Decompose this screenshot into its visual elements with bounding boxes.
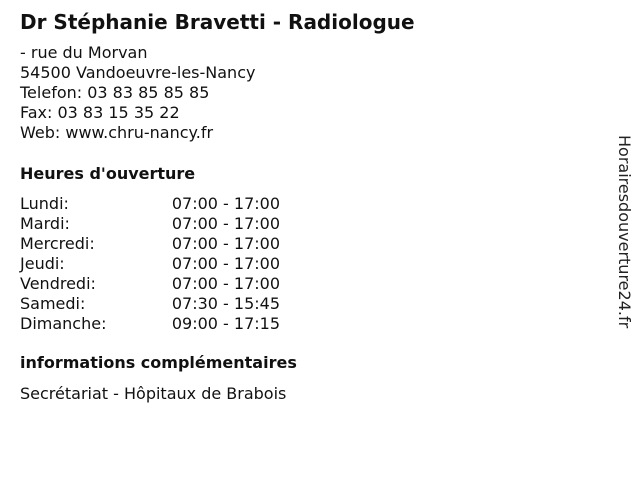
hours-row-monday [20, 194, 280, 214]
address-phone: Telefon: 03 83 85 85 85 [20, 83, 210, 102]
opening-hours-table [20, 194, 280, 334]
watermark [612, 135, 636, 345]
address-street: - rue du Morvan [20, 43, 148, 62]
time-range: 07:00 - 17:00 [171, 234, 280, 253]
day-label: Lundi: [20, 194, 69, 213]
day-label: Samedi: [20, 294, 86, 313]
hours-row-thursday [20, 254, 280, 274]
hours-row-tuesday [20, 214, 280, 234]
day-label: Mardi: [20, 214, 70, 233]
day-label: Vendredi: [20, 274, 96, 293]
page-title: Dr Stéphanie Bravetti - Radiologue [20, 10, 415, 34]
time-range: 07:30 - 15:45 [171, 294, 280, 313]
hours-row-friday [20, 274, 280, 294]
time-range: 07:00 - 17:00 [171, 254, 280, 273]
time-range: 09:00 - 17:15 [171, 314, 280, 333]
hours-row-saturday [20, 294, 280, 314]
address-city: 54500 Vandoeuvre-les-Nancy [20, 63, 256, 82]
address-block [20, 43, 255, 143]
address-fax: Fax: 03 83 15 35 22 [20, 103, 180, 122]
time-range: 07:00 - 17:00 [171, 274, 280, 293]
day-label: Dimanche: [20, 314, 107, 333]
day-label: Jeudi: [20, 254, 65, 273]
watermark-text: Horairesdouverture24.fr [615, 135, 634, 329]
hours-row-sunday [20, 314, 280, 334]
additional-info-text: Secrétariat - Hôpitaux de Brabois [20, 384, 287, 403]
address-web: Web: www.chru-nancy.fr [20, 123, 214, 142]
time-range: 07:00 - 17:00 [171, 214, 280, 233]
hours-row-wednesday [20, 234, 280, 254]
day-label: Mercredi: [20, 234, 95, 253]
additional-info-heading: informations complémentaires [20, 353, 297, 372]
time-range: 07:00 - 17:00 [171, 194, 280, 213]
opening-hours-heading: Heures d'ouverture [20, 164, 196, 183]
